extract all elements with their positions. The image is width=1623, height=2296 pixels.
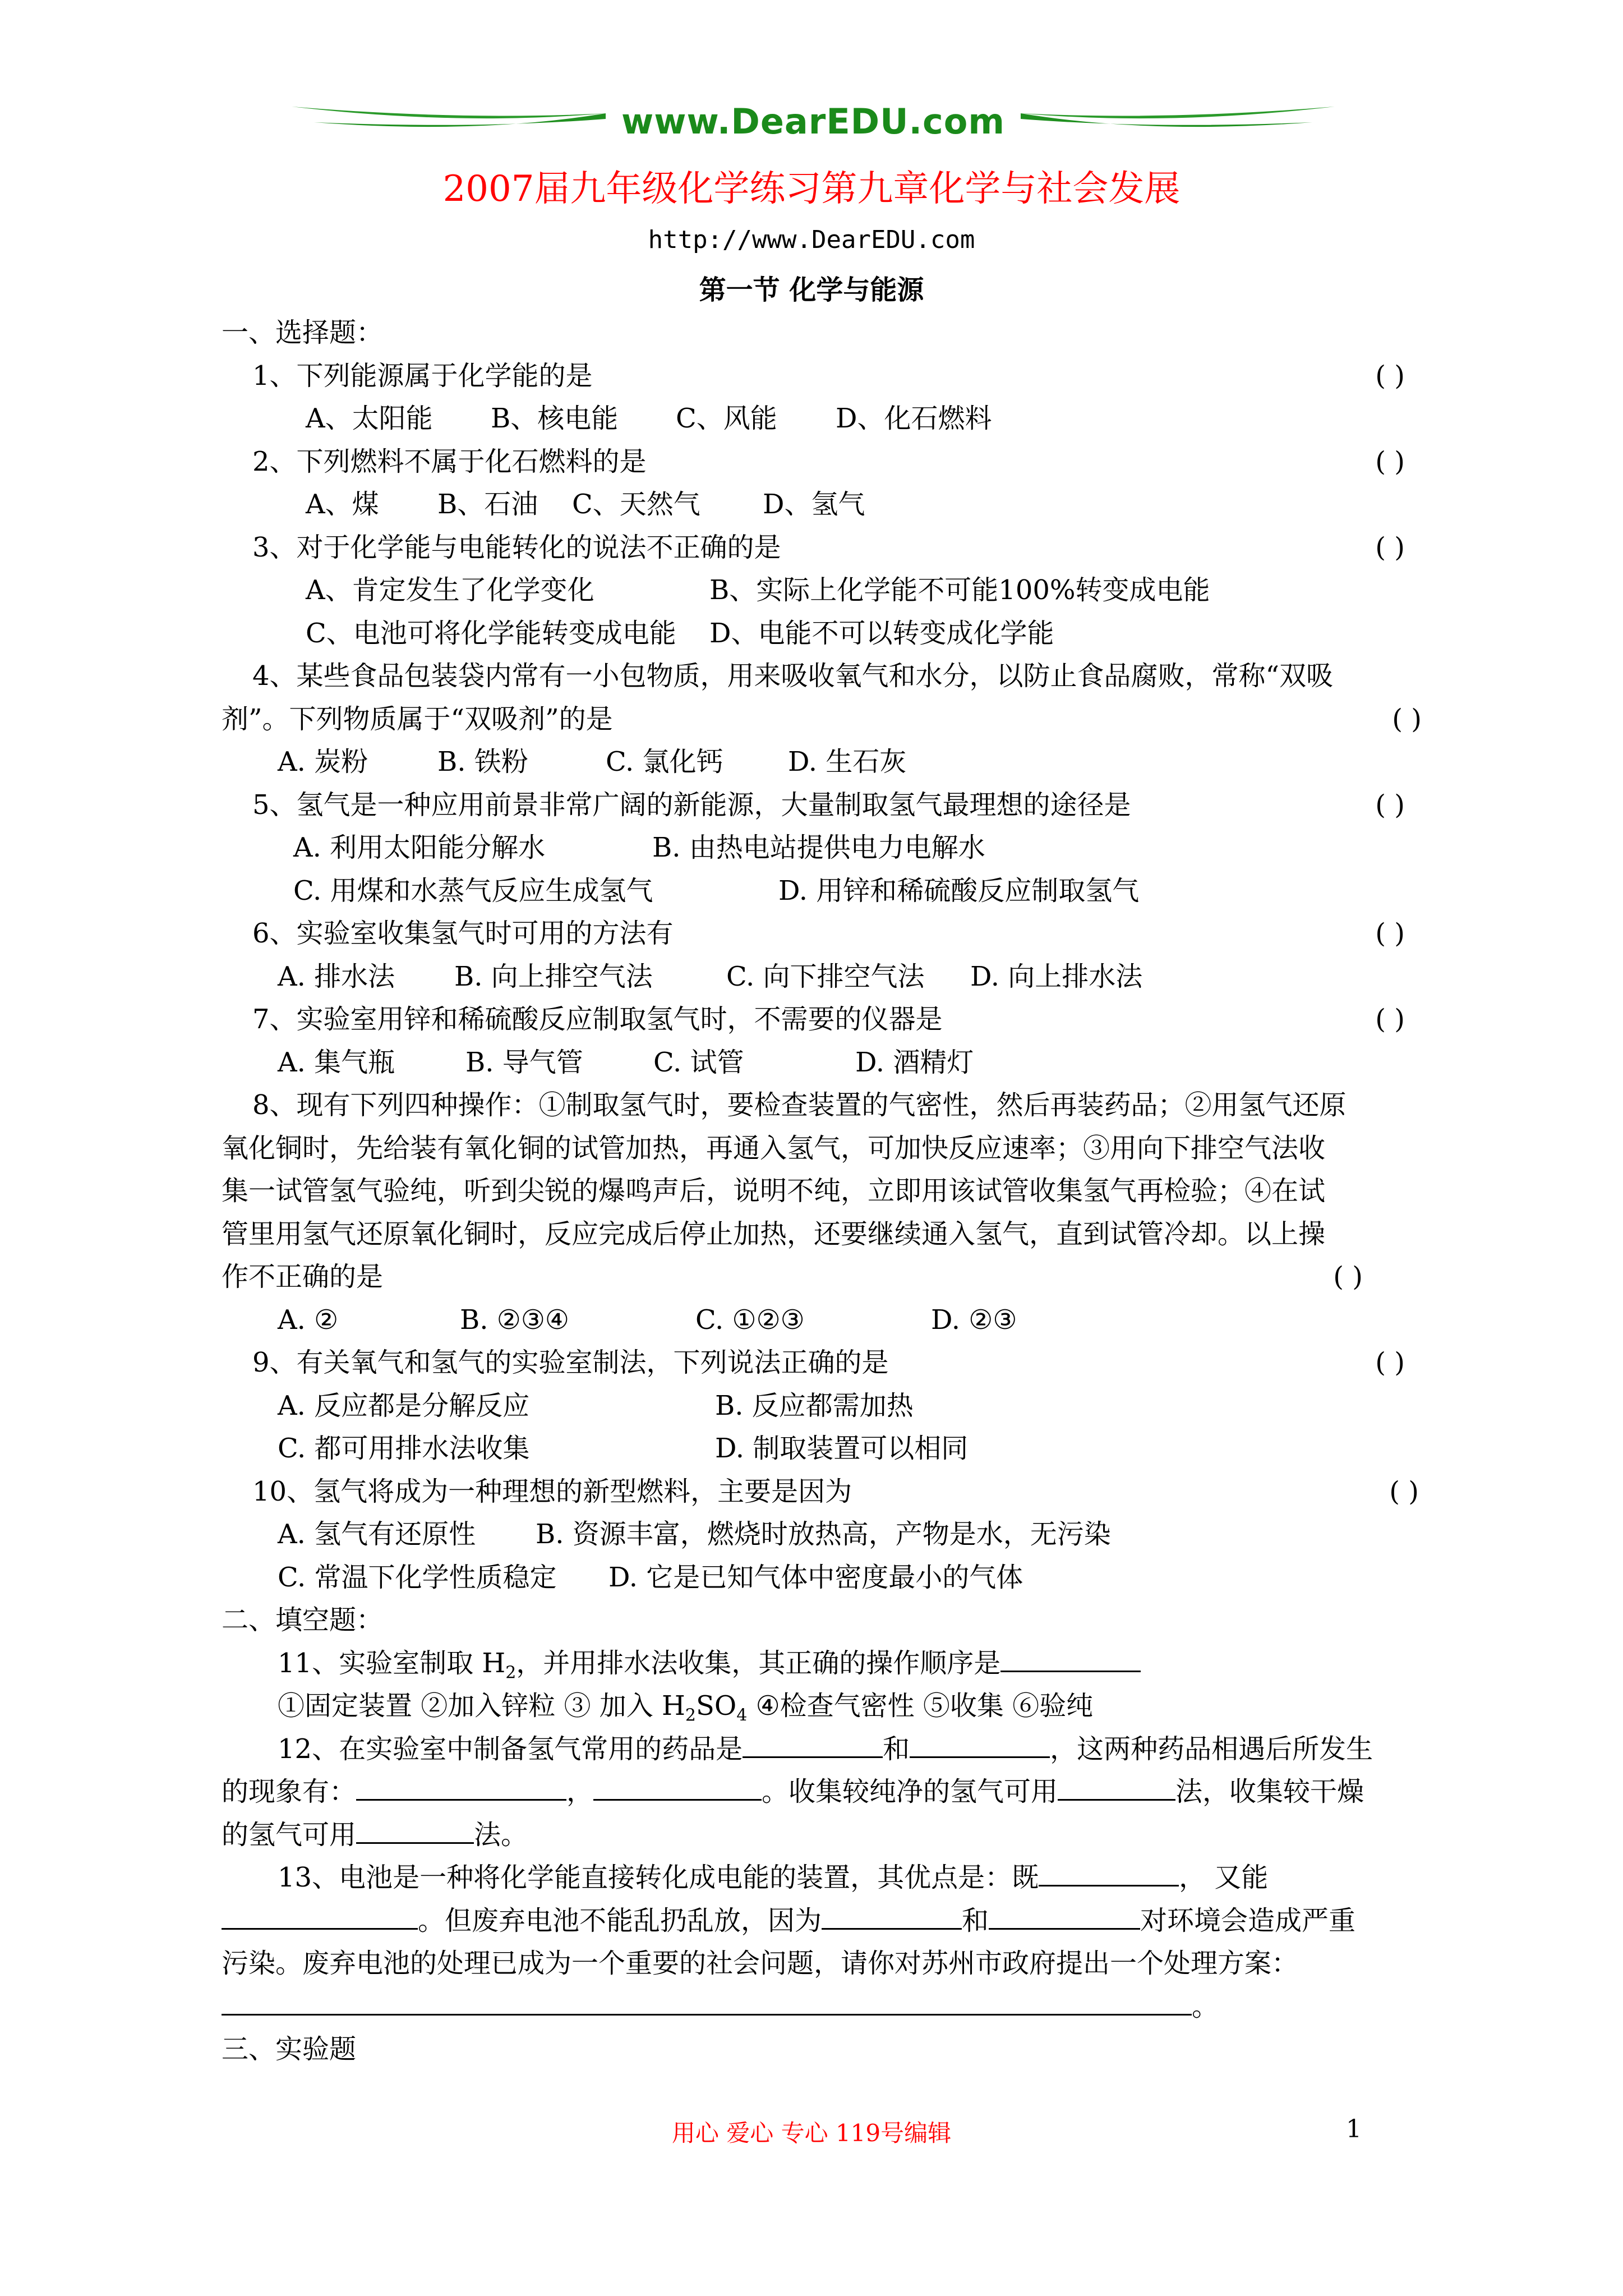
answer-bracket: ( ) (1375, 918, 1405, 949)
separator: ， (566, 1776, 594, 1807)
answer-blank[interactable] (1000, 1645, 1141, 1672)
period: 。 (1192, 1990, 1219, 2022)
answer-blank[interactable] (222, 1988, 1192, 2016)
question-stem-cont: 。收集较纯净的氢气可用 (762, 1776, 1058, 1807)
subscript: 2 (505, 1663, 517, 1683)
option-c: C. 常温下化学性质稳定 (278, 1561, 557, 1593)
question-1 (222, 355, 1416, 398)
question-8-line3: 集一试管氢气验纯，听到尖锐的爆鸣声后，说明不纯，立即用该试管收集氢气再检验；④在试 (222, 1175, 1326, 1207)
question-stem: 11、实验室制取 H (278, 1647, 506, 1679)
connector-text: 和 (883, 1733, 910, 1765)
question-7 (222, 998, 1416, 1041)
question-stem: 5、氢气是一种应用前景非常广阔的新能源，大量制取氢气最理想的途径是 (252, 789, 1131, 821)
option-b: B. 铁粉 (437, 746, 528, 777)
part3-heading: 三、实验题 (222, 2033, 357, 2065)
option-c: C. 氯化钙 (606, 746, 723, 777)
option-b: B. 反应都需加热 (715, 1389, 914, 1421)
option-a: A. 炭粉 (278, 746, 368, 777)
option-a: A. 反应都是分解反应 (278, 1389, 530, 1421)
subscript: 4 (736, 1705, 748, 1726)
question-stem-cont: 法。 (474, 1819, 528, 1851)
logo-text: www.DearEDU.com (621, 101, 1005, 142)
option-b: B. 由热电站提供电力电解水 (652, 832, 985, 863)
option-d: D、电能不可以转变成化学能 (709, 617, 1054, 649)
subscript: 2 (685, 1705, 696, 1726)
answer-bracket: ( ) (1389, 1475, 1419, 1507)
question-stem-cont: ， 又能 (1179, 1862, 1269, 1893)
page-number: 1 (1346, 2115, 1362, 2143)
question-13-line1 (222, 1856, 1416, 1899)
part2-heading: 二、填空题： (222, 1604, 384, 1636)
question-11 (222, 1642, 1416, 1685)
question-stem: 13、电池是一种将化学能直接转化成电能的装置，其优点是：既 (278, 1862, 1039, 1893)
question-8-line4: 管里用氢气还原氧化铜时，反应完成后停止加热，还要继续通入氢气，直到试管冷却。以上操 (222, 1218, 1326, 1250)
question-stem-cont: 。但废弃电池不能乱扔乱放，因为 (418, 1904, 822, 1936)
answer-bracket: ( ) (1392, 703, 1422, 735)
answer-blank[interactable] (1039, 1859, 1179, 1887)
question-stem-cont: 对环境会造成严重 (1140, 1904, 1356, 1936)
answer-bracket: ( ) (1375, 1347, 1405, 1378)
option-a: A、肯定发生了化学变化 (306, 574, 594, 606)
question-9 (222, 1341, 1416, 1384)
section-title: 第一节 化学与能源 (699, 274, 924, 306)
question-stem-cont: ，并用排水法收集，其正确的操作顺序是 (516, 1647, 1001, 1679)
options-2 (222, 483, 1416, 526)
answer-bracket: ( ) (1375, 360, 1405, 392)
option-c: C. 试管 (653, 1046, 744, 1078)
steps-text: ①固定装置 ②加入锌粒 ③ 加入 H (278, 1690, 685, 1722)
options-6 (222, 955, 1416, 999)
question-stem: 剂”。下列物质属于“双吸剂”的是 (222, 703, 613, 735)
option-b: B. ②③④ (460, 1304, 569, 1336)
option-b: B. 资源丰富，燃烧时放热高，产物是水，无污染 (536, 1519, 1111, 1550)
option-b: B、实际上化学能不可能100%转变成电能 (709, 574, 1210, 606)
source-url[interactable]: http://www.DearEDU.com (648, 226, 975, 254)
options-10a (222, 1513, 1416, 1556)
option-a: A. 氢气有还原性 (278, 1519, 476, 1550)
answer-blank[interactable] (593, 1773, 762, 1801)
option-d: D、氢气 (763, 489, 865, 520)
question-8-line5 (222, 1255, 1416, 1299)
option-d: D. ②③ (931, 1304, 1017, 1336)
question-6 (222, 912, 1416, 955)
question-5 (222, 784, 1416, 827)
question-stem: 3、对于化学能与电能转化的说法不正确的是 (252, 531, 781, 563)
question-stem-cont: 法，收集较干燥 (1175, 1776, 1364, 1807)
answer-blank[interactable] (356, 1773, 566, 1801)
question-stem: 7、实验室用锌和稀硫酸反应制取氢气时，不需要的仪器是 (252, 1004, 943, 1035)
option-a: A、太阳能 (306, 403, 433, 434)
question-stem-cont: 的氢气可用 (222, 1819, 357, 1851)
question-stem: 2、下列燃料不属于化石燃料的是 (252, 445, 647, 477)
answer-bracket: ( ) (1375, 445, 1405, 477)
question-10 (222, 1470, 1419, 1513)
option-a: A. ② (278, 1304, 339, 1336)
option-c: C、风能 (676, 403, 777, 434)
question-13-line3: 污染。废弃电池的处理已成为一个重要的社会问题，请你对苏州市政府提出一个处理方案： (222, 1948, 1299, 1979)
answer-bracket: ( ) (1375, 1004, 1405, 1035)
option-b: B、核电能 (491, 403, 619, 434)
options-3a (222, 569, 1416, 612)
option-a: A. 集气瓶 (278, 1046, 395, 1078)
question-8-line1: 8、现有下列四种操作：①制取氢气时，要检查装置的气密性，然后再装药品；②用氢气还原 (252, 1089, 1347, 1121)
question-3 (222, 526, 1416, 569)
question-stem: 6、实验室收集氢气时可用的方法有 (252, 918, 674, 949)
option-c: C. ①②③ (695, 1304, 805, 1336)
question-12-line2 (222, 1770, 1416, 1814)
options-5b (222, 869, 1416, 913)
question-2 (222, 440, 1416, 484)
options-9b (222, 1427, 1416, 1470)
part1-heading: 一、选择题： (222, 317, 384, 348)
options-7 (222, 1041, 1416, 1084)
answer-blank[interactable] (1058, 1773, 1175, 1801)
question-13-line4 (222, 1985, 1416, 2028)
option-c: C、天然气 (572, 489, 700, 520)
answer-bracket: ( ) (1375, 531, 1405, 563)
question-stem-cont: 的现象有： (222, 1776, 357, 1807)
question-stem: 12、在实验室中制备氢气常用的药品是 (278, 1733, 743, 1765)
options-9a (222, 1384, 1416, 1428)
option-d: D. 它是已知气体中密度最小的气体 (608, 1561, 1023, 1593)
question-8-line2: 氧化铜时，先给装有氧化铜的试管加热，再通入氢气，可加快反应速率；③用向下排空气法收 (222, 1132, 1326, 1164)
option-c: C. 都可用排水法收集 (278, 1433, 530, 1464)
option-c: C、电池可将化学能转变成电能 (306, 617, 676, 649)
question-11-steps (222, 1685, 1416, 1728)
options-8 (222, 1299, 1416, 1342)
question-12-line3 (222, 1814, 1416, 1857)
options-4 (222, 740, 1416, 784)
answer-bracket: ( ) (1375, 789, 1405, 821)
answer-blank[interactable] (910, 1731, 1050, 1758)
option-a: A、煤 (306, 489, 379, 520)
options-10b (222, 1556, 1416, 1599)
option-a: A. 利用太阳能分解水 (293, 832, 546, 863)
question-13-line2 (222, 1899, 1416, 1943)
question-stem: 9、有关氧气和氢气的实验室制法，下列说法正确的是 (252, 1347, 889, 1378)
option-c: C. 向下排空气法 (726, 960, 925, 992)
option-d: D. 制取装置可以相同 (715, 1433, 969, 1464)
answer-blank[interactable] (822, 1902, 962, 1930)
connector-text: 和 (962, 1904, 989, 1936)
option-d: D. 用锌和稀硫酸反应制取氢气 (778, 875, 1140, 907)
answer-blank[interactable] (222, 1902, 418, 1930)
option-a: A. 排水法 (278, 960, 395, 992)
option-c: C. 用煤和水蒸气反应生成氢气 (293, 875, 653, 907)
page-title: 2007届九年级化学练习第九章化学与社会发展 (442, 168, 1181, 210)
option-d: D. 酒精灯 (855, 1046, 974, 1078)
worksheet-body (222, 311, 1422, 2071)
option-d: D、化石燃料 (836, 403, 992, 434)
formula-part: SO (696, 1690, 737, 1722)
options-5a (222, 826, 1416, 869)
footer-text: 用心 爱心 专心 119号编辑 (671, 2119, 952, 2147)
answer-bracket: ( ) (1333, 1261, 1363, 1292)
question-stem: 作不正确的是 (222, 1261, 384, 1292)
site-logo (292, 90, 1335, 151)
steps-text-cont: ④检查气密性 ⑤收集 ⑥验纯 (747, 1690, 1094, 1722)
options-3b (222, 612, 1416, 655)
question-stem: 10、氢气将成为一种理想的新型燃料，主要是因为 (252, 1475, 852, 1507)
question-4-line2 (222, 698, 1422, 741)
options-1 (222, 397, 1416, 440)
answer-blank[interactable] (989, 1902, 1140, 1930)
question-12-line1 (222, 1728, 1416, 1771)
option-b: B. 导气管 (465, 1046, 583, 1078)
answer-blank[interactable] (356, 1816, 474, 1844)
question-stem: 1、下列能源属于化学能的是 (252, 360, 593, 392)
question-4-line1: 4、某些食品包装袋内常有一小包物质，用来吸收氧气和水分，以防止食品腐败，常称“双吸 (252, 660, 1334, 692)
option-d: D. 向上排水法 (970, 960, 1143, 992)
question-stem-cont: ，这两种药品相遇后所发生 (1050, 1733, 1373, 1765)
option-b: B、石油 (437, 489, 538, 520)
answer-blank[interactable] (743, 1731, 883, 1758)
option-d: D. 生石灰 (788, 746, 907, 777)
option-b: B. 向上排空气法 (454, 960, 653, 992)
